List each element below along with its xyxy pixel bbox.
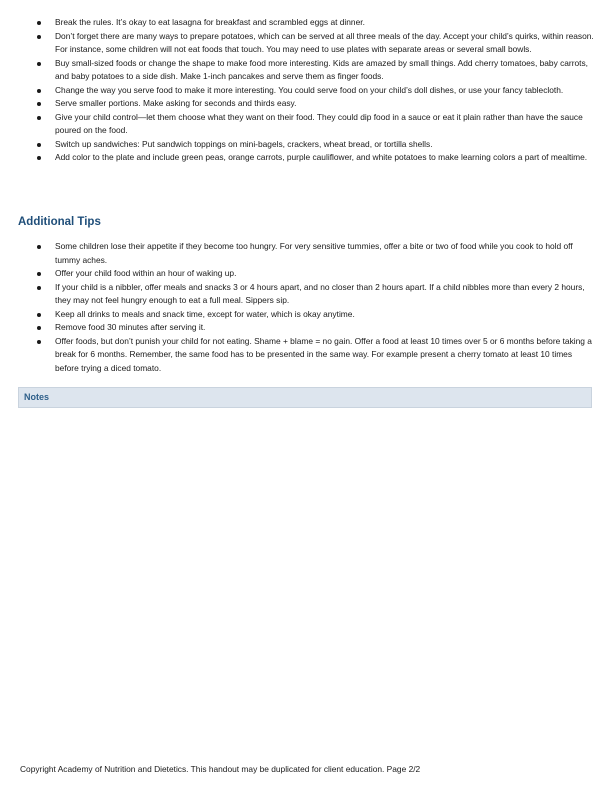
section-heading-additional-tips: Additional Tips bbox=[18, 216, 101, 228]
list-item: Some children lose their appetite if they become too hungry. For very sensitive tummies, offer a bite or two of food while you cook to hold off tummy aches. bbox=[36, 240, 596, 267]
list-item: Add color to the plate and include green peas, orange carrots, purple cauliflower, and white potatoes to make learning colors a part of mealtime. bbox=[36, 151, 596, 165]
list-item: Buy small-sized foods or change the shape to make food more interesting. Kids are amazed by small things. Add cherry tomatoes, baby carrots, and baby potatoes to a side dish. Make 1-inch pancakes and serve them as finger foods. bbox=[36, 57, 596, 84]
list-item: Change the way you serve food to make it more interesting. You could serve food on your child’s doll dishes, or use your fancy tablecloth. bbox=[36, 84, 596, 98]
list-item: Offer foods, but don’t punish your child for not eating. Shame + blame = no gain. Offer a food at least 10 times over 5 or 6 months before taking a break for 6 months. Remember, the same food has to be presented in the same way. For example present a cherry tomato at least 10 times before trying a diced tomato. bbox=[36, 335, 596, 376]
notes-label: Notes bbox=[24, 392, 50, 402]
list-item: Switch up sandwiches: Put sandwich toppings on mini-bagels, crackers, wheat bread, or tortilla shells. bbox=[36, 138, 596, 152]
list-item: Break the rules. It’s okay to eat lasagna for breakfast and scrambled eggs at dinner. bbox=[36, 16, 596, 30]
footer-copyright: Copyright Academy of Nutrition and Dietetics. This handout may be duplicated for client education. Page 2/2 bbox=[20, 764, 421, 774]
list-item: Offer your child food within an hour of waking up. bbox=[36, 267, 596, 281]
list-item: If your child is a nibbler, offer meals and snacks 3 or 4 hours apart, and no closer than 2 hours apart. If a child nibbles more than every 2 hours, they may not feel hungry enough to eat a full meal. Sippers sip. bbox=[36, 281, 596, 308]
list-item: Give your child control—let them choose what they want on their food. They could dip food in a sauce or eat it plain rather than have the sauce poured on the food. bbox=[36, 111, 596, 138]
list-item: Remove food 30 minutes after serving it. bbox=[36, 321, 596, 335]
additional-tips-list bbox=[36, 240, 596, 375]
list-item: Keep all drinks to meals and snack time, except for water, which is okay anytime. bbox=[36, 308, 596, 322]
list-item: Serve smaller portions. Make asking for seconds and thirds easy. bbox=[36, 97, 596, 111]
tips-list bbox=[36, 16, 596, 165]
list-item: Don’t forget there are many ways to prepare potatoes, which can be served at all three meals of the day. Accept your child’s quirks, within reason. For instance, some children will not eat foods that touch. You may need to use plates with separate areas or several small bowls. bbox=[36, 30, 596, 57]
notes-section bbox=[18, 387, 592, 408]
